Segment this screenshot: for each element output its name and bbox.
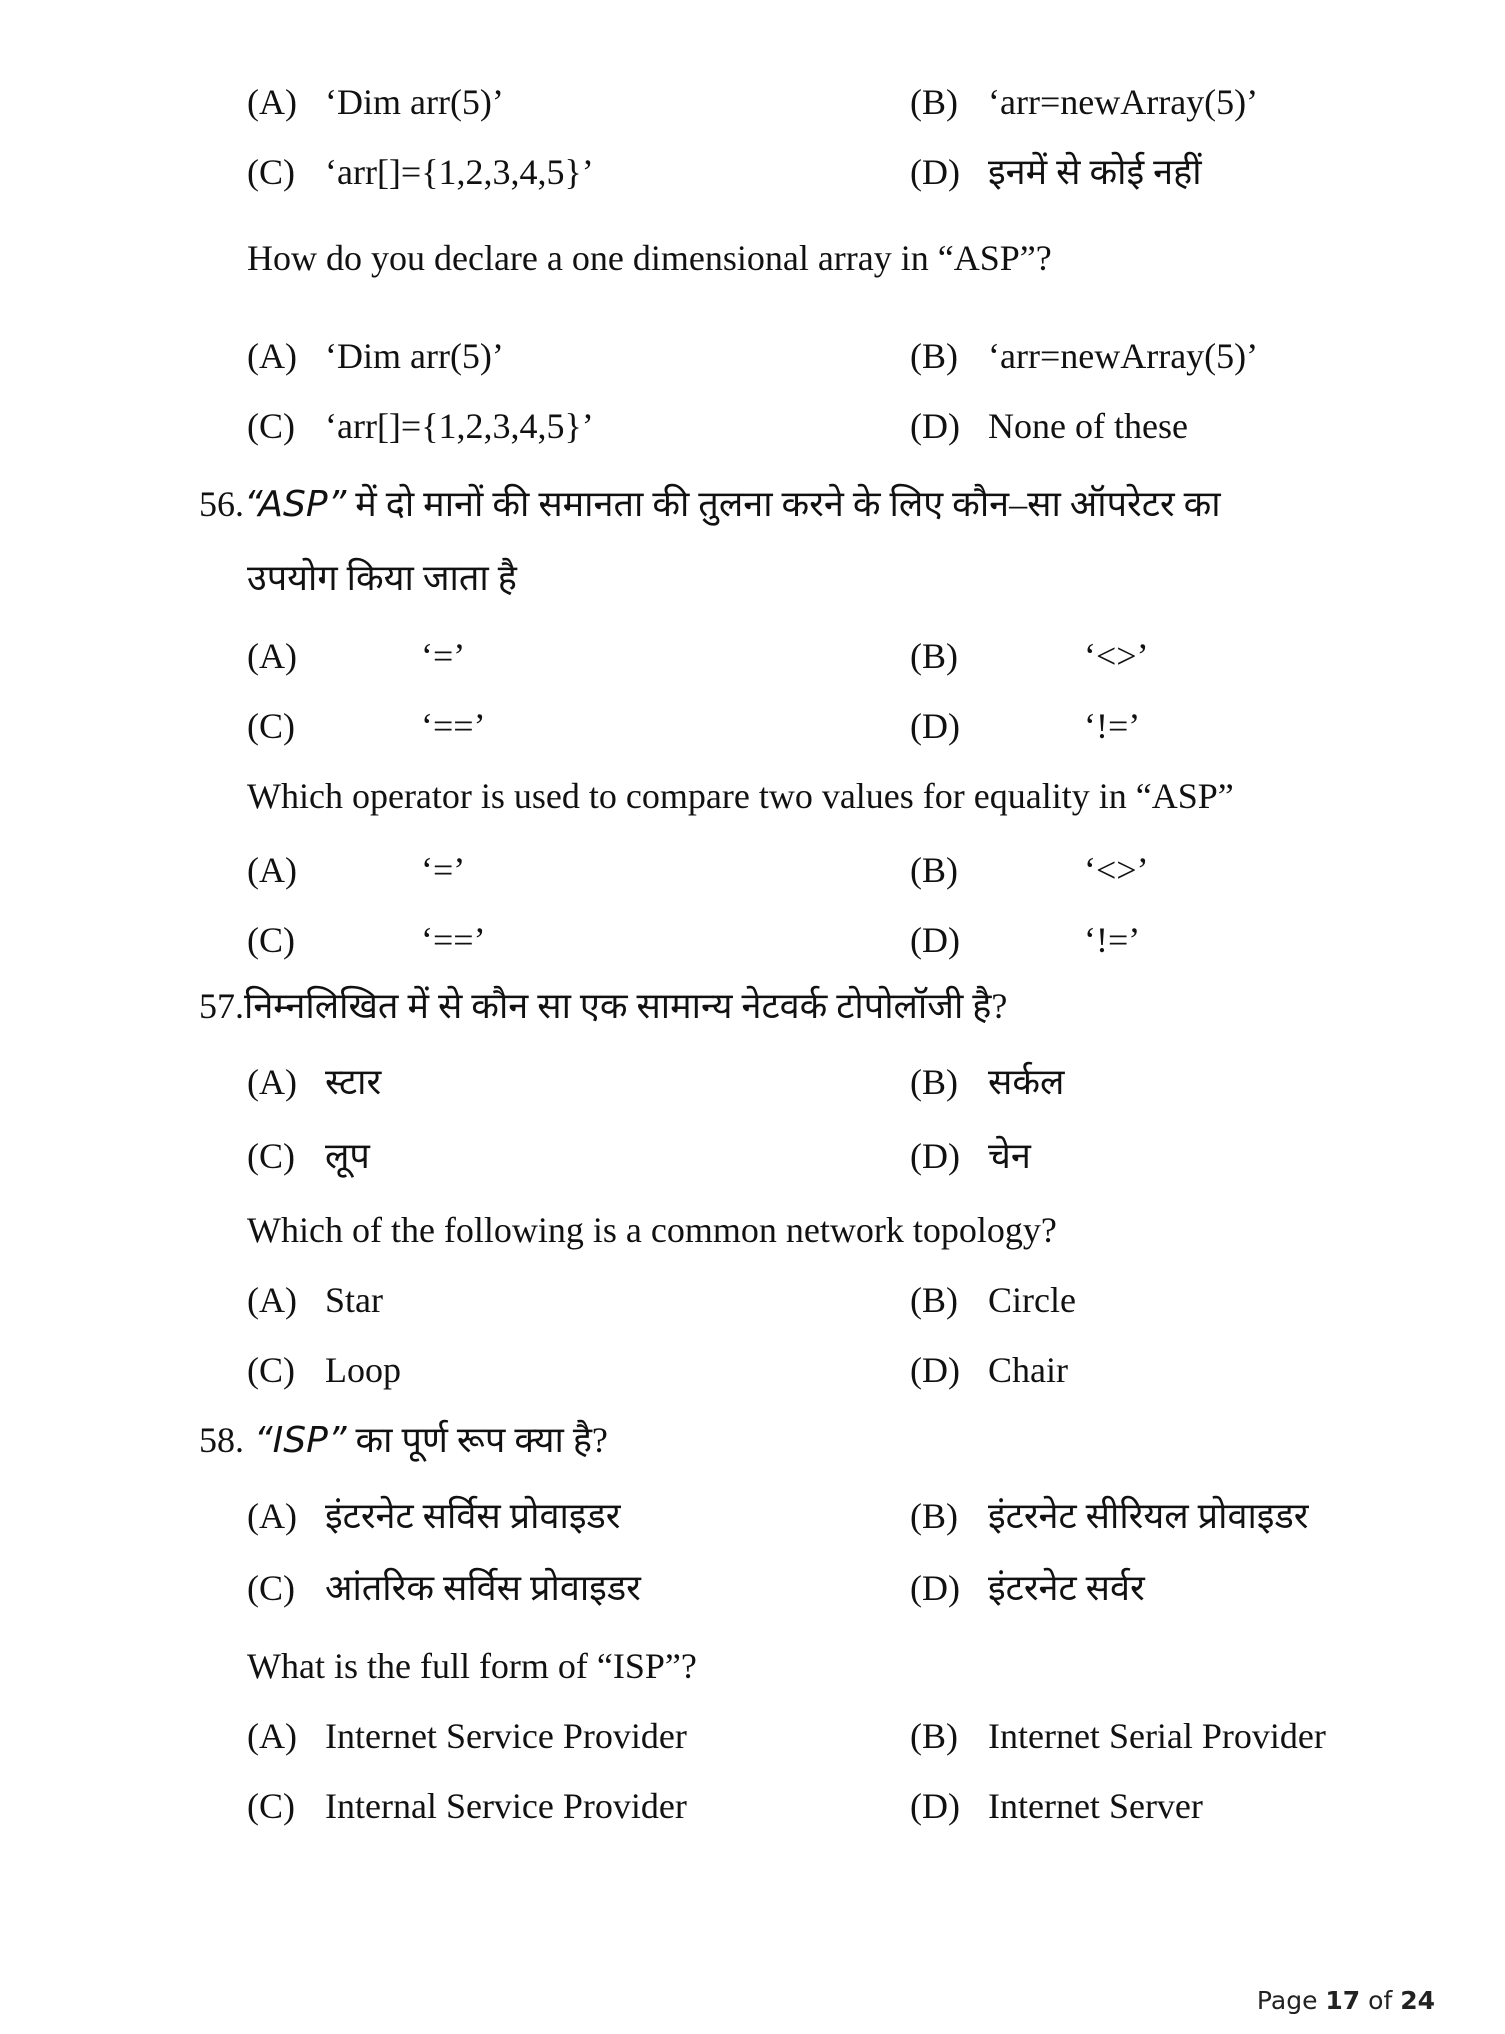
option-label: (B) xyxy=(910,1280,958,1320)
q55-hi-option-b xyxy=(910,80,1258,124)
q57-hi-option-c xyxy=(247,1134,370,1178)
option-label: (D) xyxy=(910,920,960,960)
option-label: (D) xyxy=(910,706,960,746)
option-label: (B) xyxy=(910,1496,958,1536)
q55-hi-option-c xyxy=(247,150,594,194)
q56-hi-option-c xyxy=(247,704,486,748)
question-number: 57. xyxy=(199,986,244,1026)
option-text: स्टार xyxy=(325,1062,382,1102)
option-label: (C) xyxy=(247,706,295,746)
option-text: ‘arr=newArray(5)’ xyxy=(988,82,1259,122)
option-text: Chair xyxy=(988,1350,1068,1390)
q58-en-option-c xyxy=(247,1784,687,1828)
option-label: (C) xyxy=(247,920,295,960)
option-text: सर्कल xyxy=(988,1062,1065,1102)
q57-hi-option-b xyxy=(910,1060,1064,1104)
option-label: (B) xyxy=(910,1716,958,1756)
option-label: (A) xyxy=(247,850,297,890)
q55-en-option-d xyxy=(910,404,1188,448)
q57-en-option-d xyxy=(910,1348,1068,1392)
q56-en-question: Which operator is used to compare two values for equality in “ASP” xyxy=(247,776,1234,816)
q57-hi-option-a xyxy=(247,1060,381,1104)
option-label: (D) xyxy=(910,1136,960,1176)
option-text: ‘<>’ xyxy=(1084,636,1149,676)
option-label: (B) xyxy=(910,82,958,122)
option-text: चेन xyxy=(988,1136,1031,1176)
option-label: (A) xyxy=(247,82,297,122)
option-label: (D) xyxy=(910,152,960,192)
option-text: ‘==’ xyxy=(421,706,486,746)
option-text: Internet Serial Provider xyxy=(988,1716,1326,1756)
q56-en-option-b xyxy=(910,848,1149,892)
option-text: ‘=’ xyxy=(421,636,466,676)
option-text: Loop xyxy=(325,1350,401,1390)
option-label: (C) xyxy=(247,1136,295,1176)
q55-en-option-c xyxy=(247,404,594,448)
q56-en-option-d xyxy=(910,918,1140,962)
option-text: ‘!=’ xyxy=(1084,920,1141,960)
page-number-middle: of xyxy=(1360,1986,1401,2015)
q57-hi-question xyxy=(199,984,1007,1028)
q55-hi-option-a xyxy=(247,80,504,124)
q58-en-option-a xyxy=(247,1714,687,1758)
q57-en-option-c xyxy=(247,1348,401,1392)
option-text: इंटरनेट सर्विस प्रोवाइडर xyxy=(325,1496,621,1536)
option-label: (D) xyxy=(910,1568,960,1608)
q58-en-question: What is the full form of “ISP”? xyxy=(247,1646,697,1686)
option-text: ‘!=’ xyxy=(1084,706,1141,746)
option-label: (A) xyxy=(247,636,297,676)
option-text: ‘<>’ xyxy=(1084,850,1149,890)
q58-hi-option-a xyxy=(247,1494,621,1538)
page-number-prefix: Page xyxy=(1256,1986,1326,2015)
option-label: (B) xyxy=(910,636,958,676)
q58-hi-option-b xyxy=(910,1494,1308,1538)
option-label: (C) xyxy=(247,1568,295,1608)
option-text: ‘arr[]={1,2,3,4,5}’ xyxy=(325,406,594,446)
option-label: (D) xyxy=(910,1350,960,1390)
q57-hi-option-d xyxy=(910,1134,1031,1178)
page-number-current: 17 xyxy=(1325,1986,1361,2015)
option-text: Circle xyxy=(988,1280,1076,1320)
q58-en-option-d xyxy=(910,1784,1203,1828)
option-text: None of these xyxy=(988,406,1188,446)
q57-en-option-b xyxy=(910,1278,1076,1322)
option-text: इनमें से कोई नहीं xyxy=(988,152,1202,192)
option-text: Internet Service Provider xyxy=(325,1716,687,1756)
page-number-total: 24 xyxy=(1400,1986,1435,2015)
option-label: (D) xyxy=(910,1786,960,1826)
option-label: (C) xyxy=(247,1786,295,1826)
option-label: (A) xyxy=(247,1496,297,1536)
option-text: Internet Server xyxy=(988,1786,1203,1826)
q58-en-option-b xyxy=(910,1714,1326,1758)
question-text: में दो मानों की समानता की तुलना करने के लिए कौन–सा ऑपरेटर का xyxy=(346,484,1221,524)
q56-hi-option-a xyxy=(247,634,465,678)
q55-en-option-a xyxy=(247,334,504,378)
option-text: ‘==’ xyxy=(421,920,486,960)
q55-en-question: How do you declare a one dimensional array in “ASP”? xyxy=(247,238,1052,278)
option-text: ‘Dim arr(5)’ xyxy=(325,336,504,376)
option-text: Star xyxy=(325,1280,383,1320)
option-text: ‘Dim arr(5)’ xyxy=(325,82,504,122)
option-label: (A) xyxy=(247,1062,297,1102)
q56-en-option-a xyxy=(247,848,465,892)
q56-hi-question xyxy=(199,482,1221,527)
question-number: 58. xyxy=(199,1420,244,1460)
q56-en-option-c xyxy=(247,918,486,962)
option-label: (A) xyxy=(247,1280,297,1320)
option-label: (C) xyxy=(247,406,295,446)
q55-hi-option-d xyxy=(910,150,1202,194)
option-text: इंटरनेट सीरियल प्रोवाइडर xyxy=(988,1496,1309,1536)
question-text: निम्नलिखित में से कौन सा एक सामान्य नेटवर्क टोपोलॉजी है? xyxy=(244,986,1008,1026)
option-label: (B) xyxy=(910,1062,958,1102)
q57-en-option-a xyxy=(247,1278,383,1322)
option-label: (A) xyxy=(247,336,297,376)
q56-hi-option-b xyxy=(910,634,1149,678)
option-text: आंतरिक सर्विस प्रोवाइडर xyxy=(325,1568,641,1608)
option-label: (B) xyxy=(910,850,958,890)
q57-en-question: Which of the following is a common network topology? xyxy=(247,1210,1057,1250)
q55-en-option-b xyxy=(910,334,1258,378)
option-label: (C) xyxy=(247,152,295,192)
q58-hi-option-c xyxy=(247,1566,641,1610)
option-label: (D) xyxy=(910,406,960,446)
option-label: (A) xyxy=(247,1716,297,1756)
option-text: लूप xyxy=(325,1136,370,1176)
option-text: इंटरनेट सर्वर xyxy=(988,1568,1145,1608)
option-label: (C) xyxy=(247,1350,295,1390)
question-term: “ISP” xyxy=(254,1420,347,1461)
question-term: “ASP” xyxy=(244,484,347,525)
q58-hi-option-d xyxy=(910,1566,1145,1610)
q58-hi-question xyxy=(199,1418,608,1463)
page-number xyxy=(1257,1986,1435,2016)
q56-hi-option-d xyxy=(910,704,1140,748)
option-text: ‘arr=newArray(5)’ xyxy=(988,336,1259,376)
option-label: (B) xyxy=(910,336,958,376)
q56-hi-question-cont: उपयोग किया जाता है xyxy=(247,558,517,598)
option-text: Internal Service Provider xyxy=(325,1786,687,1826)
option-text: ‘arr[]={1,2,3,4,5}’ xyxy=(325,152,594,192)
question-text: का पूर्ण रूप क्या है? xyxy=(346,1420,608,1460)
question-number: 56. xyxy=(199,484,244,524)
option-text: ‘=’ xyxy=(421,850,466,890)
